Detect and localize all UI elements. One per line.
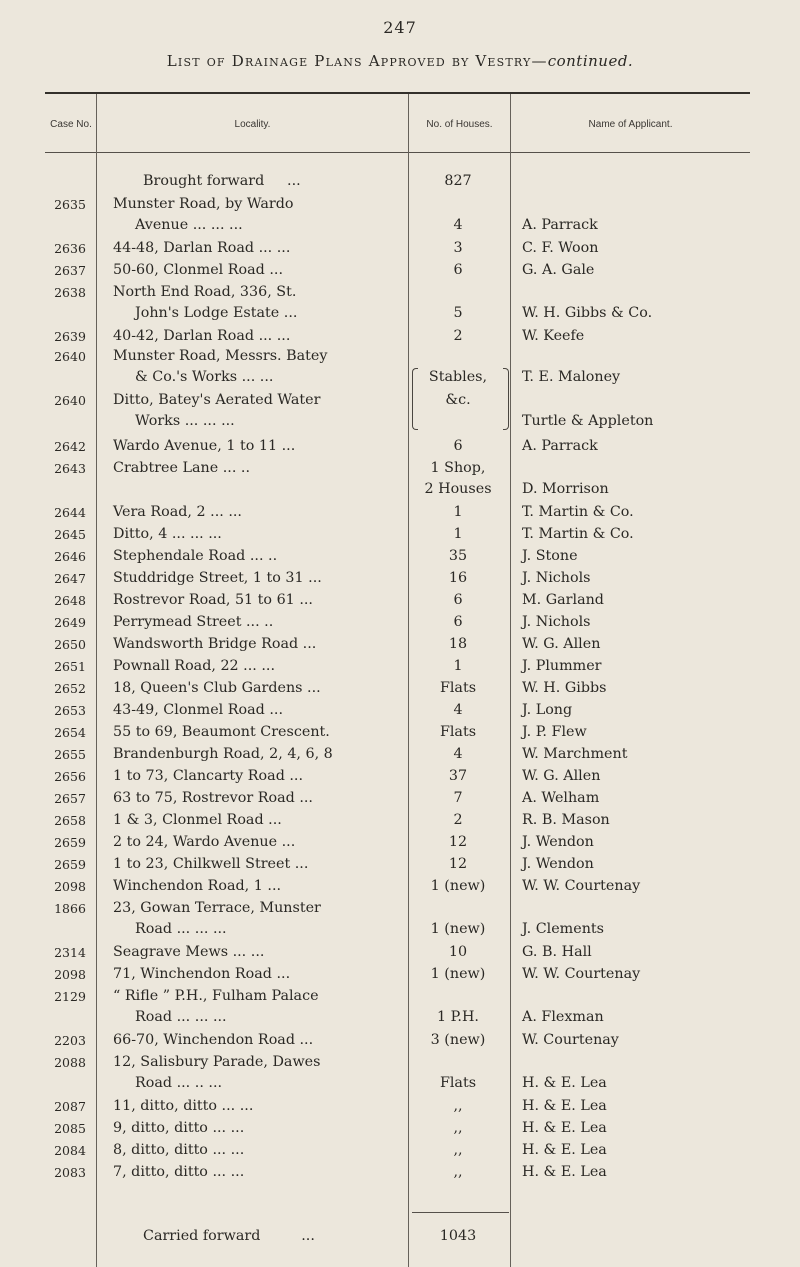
houses-count: ,, xyxy=(453,1120,463,1136)
houses-count: Stables, xyxy=(428,369,488,385)
applicant-name: T. E. Maloney xyxy=(522,369,621,385)
applicant-name: W. G. Allen xyxy=(522,768,601,784)
houses-count: 10 xyxy=(448,944,468,960)
locality xyxy=(113,1096,403,1117)
houses-count: 1 (new) xyxy=(430,966,486,982)
locality xyxy=(113,854,403,875)
locality xyxy=(113,986,403,1028)
title-continued: continued. xyxy=(547,52,634,70)
houses-count: 4 xyxy=(453,217,463,233)
applicant-name: T. Martin & Co. xyxy=(522,504,634,520)
locality-line: 1 & 3, Clonmel Road ... xyxy=(113,812,282,828)
locality xyxy=(113,458,403,479)
case-number: 2649 xyxy=(54,615,86,630)
applicant-name: W. W. Courtenay xyxy=(522,878,641,894)
applicant-name: A. Parrack xyxy=(522,438,598,454)
locality-line: 23, Gowan Terrace, Munster xyxy=(113,900,321,916)
houses-count: 4 xyxy=(453,702,463,718)
houses-count: 4 xyxy=(453,746,463,762)
case-number: 2098 xyxy=(54,967,86,982)
houses-count: Flats xyxy=(439,1075,477,1091)
locality-line: 43-49, Clonmel Road ... xyxy=(113,702,283,718)
case-number: 2084 xyxy=(54,1143,86,1158)
locality xyxy=(113,524,403,545)
locality xyxy=(113,546,403,567)
applicant-name: W. H. Gibbs xyxy=(522,680,607,696)
locality-line: Brandenburgh Road, 2, 4, 6, 8 xyxy=(113,746,333,762)
case-number: 2639 xyxy=(54,329,86,344)
locality xyxy=(113,238,403,259)
locality xyxy=(113,1030,403,1051)
locality-line: “ Rifle ” P.H., Fulham Palace xyxy=(113,988,319,1004)
locality xyxy=(113,832,403,853)
case-number: 2643 xyxy=(54,461,86,476)
case-number: 2659 xyxy=(54,857,86,872)
applicant-name: A. Parrack xyxy=(522,217,598,233)
title-text: List of Drainage Plans Approved by Vestry— xyxy=(166,52,548,70)
houses-line: 2 Houses xyxy=(424,481,492,497)
carried-forward-value: 1043 xyxy=(439,1228,477,1244)
locality-line: Munster Road, Messrs. Batey xyxy=(113,348,328,364)
bracket-left xyxy=(412,368,418,430)
applicant-name: G. B. Hall xyxy=(522,944,592,960)
applicant-name: A. Welham xyxy=(522,790,600,806)
locality-line: 1 to 23, Chilkwell Street ... xyxy=(113,856,309,872)
brought-forward-value: 827 xyxy=(444,173,472,189)
brought-forward-label: Brought forward xyxy=(143,173,265,189)
header-case-no: Case No. xyxy=(50,119,92,130)
applicant-name: W. G. Allen xyxy=(522,636,601,652)
applicant-name: R. B. Mason xyxy=(522,812,610,828)
locality-line: 71, Winchendon Road ... xyxy=(113,966,291,982)
locality-line: Ditto, Batey's Aerated Water xyxy=(113,392,321,408)
case-number: 2640 xyxy=(54,393,86,408)
case-number: 2650 xyxy=(54,637,86,652)
applicant-name: H. & E. Lea xyxy=(522,1098,607,1114)
case-number: 2658 xyxy=(54,813,86,828)
case-number: 2642 xyxy=(54,439,86,454)
locality xyxy=(113,810,403,831)
locality xyxy=(113,964,403,985)
houses-count: 1 xyxy=(453,526,463,542)
carried-forward-label: Carried forward xyxy=(143,1228,261,1244)
applicant-name: H. & E. Lea xyxy=(522,1142,607,1158)
houses-count: 37 xyxy=(448,768,468,784)
houses-count: ,, xyxy=(453,1164,463,1180)
locality xyxy=(113,346,403,388)
houses-count: 5 xyxy=(453,305,463,321)
case-number: 2640 xyxy=(54,349,86,364)
houses-count: 1 xyxy=(453,658,463,674)
locality xyxy=(113,678,403,699)
case-number: 2636 xyxy=(54,241,86,256)
houses-count: Flats xyxy=(439,680,477,696)
locality-line: 2 to 24, Wardo Avenue ... xyxy=(113,834,296,850)
locality xyxy=(113,1118,403,1139)
case-number: 1866 xyxy=(54,901,86,916)
locality xyxy=(113,656,403,677)
locality xyxy=(113,326,403,347)
locality-line: Wandsworth Bridge Road ... xyxy=(113,636,317,652)
houses-count: 3 (new) xyxy=(430,1032,486,1048)
case-number: 2637 xyxy=(54,263,86,278)
case-number: 2638 xyxy=(54,285,86,300)
houses-count: 6 xyxy=(453,438,463,454)
locality-line: Munster Road, by Wardo xyxy=(113,196,294,212)
applicant-name: W. W. Courtenay xyxy=(522,966,641,982)
applicant-name: T. Martin & Co. xyxy=(522,526,634,542)
applicant-name: J. Stone xyxy=(522,548,578,564)
locality-line: Ditto, 4 ... ... ... xyxy=(113,526,222,542)
case-number: 2652 xyxy=(54,681,86,696)
locality-line: 1 to 73, Clancarty Road ... xyxy=(113,768,304,784)
locality-line-continued: Works ... ... ... xyxy=(135,413,235,429)
locality-line-continued: Avenue ... ... ... xyxy=(135,217,243,233)
case-number: 2083 xyxy=(54,1165,86,1180)
page-number: 247 xyxy=(383,18,417,37)
brought-forward-dots: ... xyxy=(287,173,301,189)
locality-line: 44-48, Darlan Road ... ... xyxy=(113,240,291,256)
houses-count: 1 P.H. xyxy=(437,1009,479,1025)
applicant-name: J. Wendon xyxy=(522,834,594,850)
locality-line-continued: John's Lodge Estate ... xyxy=(135,305,298,321)
locality-line-continued: & Co.'s Works ... ... xyxy=(135,369,274,385)
applicant-name: J. Nichols xyxy=(522,614,591,630)
houses-count: 2 xyxy=(453,328,463,344)
case-number: 2087 xyxy=(54,1099,86,1114)
locality xyxy=(113,612,403,633)
header-locality: Locality. xyxy=(234,119,271,130)
case-number: 2647 xyxy=(54,571,86,586)
case-number: 2644 xyxy=(54,505,86,520)
locality-line: Perrymead Street ... .. xyxy=(113,614,274,630)
case-number: 2656 xyxy=(54,769,86,784)
locality-line: North End Road, 336, St. xyxy=(113,284,297,300)
houses-count: 16 xyxy=(448,570,468,586)
locality-line: Rostrevor Road, 51 to 61 ... xyxy=(113,592,313,608)
houses-count: 1 (new) xyxy=(430,878,486,894)
locality xyxy=(113,260,403,281)
applicant-name: J. Wendon xyxy=(522,856,594,872)
applicant-name: W. Courtenay xyxy=(522,1032,619,1048)
case-number: 2635 xyxy=(54,197,86,212)
houses-count: 35 xyxy=(448,548,468,564)
applicant-name: W. Keefe xyxy=(522,328,585,344)
locality xyxy=(113,788,403,809)
locality-line: 12, Salisbury Parade, Dawes xyxy=(113,1054,321,1070)
applicant-name: W. H. Gibbs & Co. xyxy=(522,305,653,321)
header-houses: No. of Houses. xyxy=(426,119,493,130)
locality xyxy=(113,942,403,963)
case-number: 2655 xyxy=(54,747,86,762)
applicant-name: H. & E. Lea xyxy=(522,1120,607,1136)
houses-count: &c. xyxy=(445,392,471,408)
applicant-name: M. Garland xyxy=(522,592,604,608)
locality xyxy=(113,1162,403,1183)
locality xyxy=(113,634,403,655)
houses-count: 18 xyxy=(448,636,468,652)
case-number: 2129 xyxy=(54,989,86,1004)
houses-line: 1 Shop, xyxy=(430,460,486,476)
locality xyxy=(113,390,403,432)
locality-line: Crabtree Lane ... .. xyxy=(113,460,250,476)
houses-count: 12 xyxy=(448,856,468,872)
locality xyxy=(113,436,403,457)
applicant-name: W. Marchment xyxy=(522,746,628,762)
case-number: 2085 xyxy=(54,1121,86,1136)
case-number: 2314 xyxy=(54,945,86,960)
case-number: 2088 xyxy=(54,1055,86,1070)
applicant-name: J. Plummer xyxy=(522,658,602,674)
houses-count: 7 xyxy=(453,790,463,806)
houses-count xyxy=(408,458,508,500)
locality-line: 7, ditto, ditto ... ... xyxy=(113,1164,245,1180)
locality-line: Pownall Road, 22 ... ... xyxy=(113,658,275,674)
houses-count: Flats xyxy=(439,724,477,740)
locality-line: 18, Queen's Club Gardens ... xyxy=(113,680,321,696)
locality xyxy=(113,722,403,743)
locality-line-continued: Road ... .. ... xyxy=(135,1075,223,1091)
case-number: 2645 xyxy=(54,527,86,542)
locality xyxy=(113,194,403,236)
locality-line: 40-42, Darlan Road ... ... xyxy=(113,328,291,344)
locality-line: 63 to 75, Rostrevor Road ... xyxy=(113,790,313,806)
case-number: 2098 xyxy=(54,879,86,894)
applicant-name: Turtle & Appleton xyxy=(522,413,654,429)
houses-count: ,, xyxy=(453,1142,463,1158)
locality-line: Winchendon Road, 1 ... xyxy=(113,878,282,894)
locality xyxy=(113,876,403,897)
locality-line: 8, ditto, ditto ... ... xyxy=(113,1142,245,1158)
header-applicant: Name of Applicant. xyxy=(588,119,673,130)
locality xyxy=(113,282,403,324)
case-number: 2648 xyxy=(54,593,86,608)
locality-line: Stephendale Road ... .. xyxy=(113,548,278,564)
carried-forward-dots: ... xyxy=(301,1228,315,1244)
case-number: 2654 xyxy=(54,725,86,740)
case-number: 2646 xyxy=(54,549,86,564)
houses-count: 1 xyxy=(453,504,463,520)
locality xyxy=(113,766,403,787)
locality-line: 50-60, Clonmel Road ... xyxy=(113,262,283,278)
locality xyxy=(113,700,403,721)
case-number: 2657 xyxy=(54,791,86,806)
case-number: 2659 xyxy=(54,835,86,850)
applicant-name: A. Flexman xyxy=(522,1009,604,1025)
bracket-right xyxy=(503,368,509,430)
locality-line: Vera Road, 2 ... ... xyxy=(113,504,242,520)
applicant-name: H. & E. Lea xyxy=(522,1164,607,1180)
houses-count: ,, xyxy=(453,1098,463,1114)
applicant-name: D. Morrison xyxy=(522,481,609,497)
locality-line: Seagrave Mews ... ... xyxy=(113,944,265,960)
locality-line: 55 to 69, Beaumont Crescent. xyxy=(113,724,330,740)
locality xyxy=(113,568,403,589)
locality xyxy=(113,744,403,765)
carried-forward-rule xyxy=(412,1212,509,1213)
applicant-name: J. Clements xyxy=(522,921,604,937)
locality xyxy=(113,1052,403,1094)
applicant-name: J. Nichols xyxy=(522,570,591,586)
case-number: 2653 xyxy=(54,703,86,718)
locality-line: Wardo Avenue, 1 to 11 ... xyxy=(113,438,296,454)
applicant-name: G. A. Gale xyxy=(522,262,595,278)
applicant-name: H. & E. Lea xyxy=(522,1075,607,1091)
locality-line: Studdridge Street, 1 to 31 ... xyxy=(113,570,322,586)
locality-line: 9, ditto, ditto ... ... xyxy=(113,1120,245,1136)
locality xyxy=(113,590,403,611)
houses-count: 2 xyxy=(453,812,463,828)
houses-count: 3 xyxy=(453,240,463,256)
applicant-name: C. F. Woon xyxy=(522,240,599,256)
locality-line-continued: Road ... ... ... xyxy=(135,921,227,937)
houses-count: 6 xyxy=(453,592,463,608)
case-number: 2651 xyxy=(54,659,86,674)
locality-line-continued: Road ... ... ... xyxy=(135,1009,227,1025)
applicant-name: J. Long xyxy=(522,702,573,718)
locality-line: 11, ditto, ditto ... ... xyxy=(113,1098,254,1114)
houses-count: 6 xyxy=(453,614,463,630)
locality xyxy=(113,1140,403,1161)
case-number: 2203 xyxy=(54,1033,86,1048)
locality-line: 66-70, Winchendon Road ... xyxy=(113,1032,314,1048)
houses-count: 1 (new) xyxy=(430,921,486,937)
locality xyxy=(113,898,403,940)
applicant-name: J. P. Flew xyxy=(522,724,587,740)
houses-count: 12 xyxy=(448,834,468,850)
houses-count: 6 xyxy=(453,262,463,278)
locality xyxy=(113,502,403,523)
